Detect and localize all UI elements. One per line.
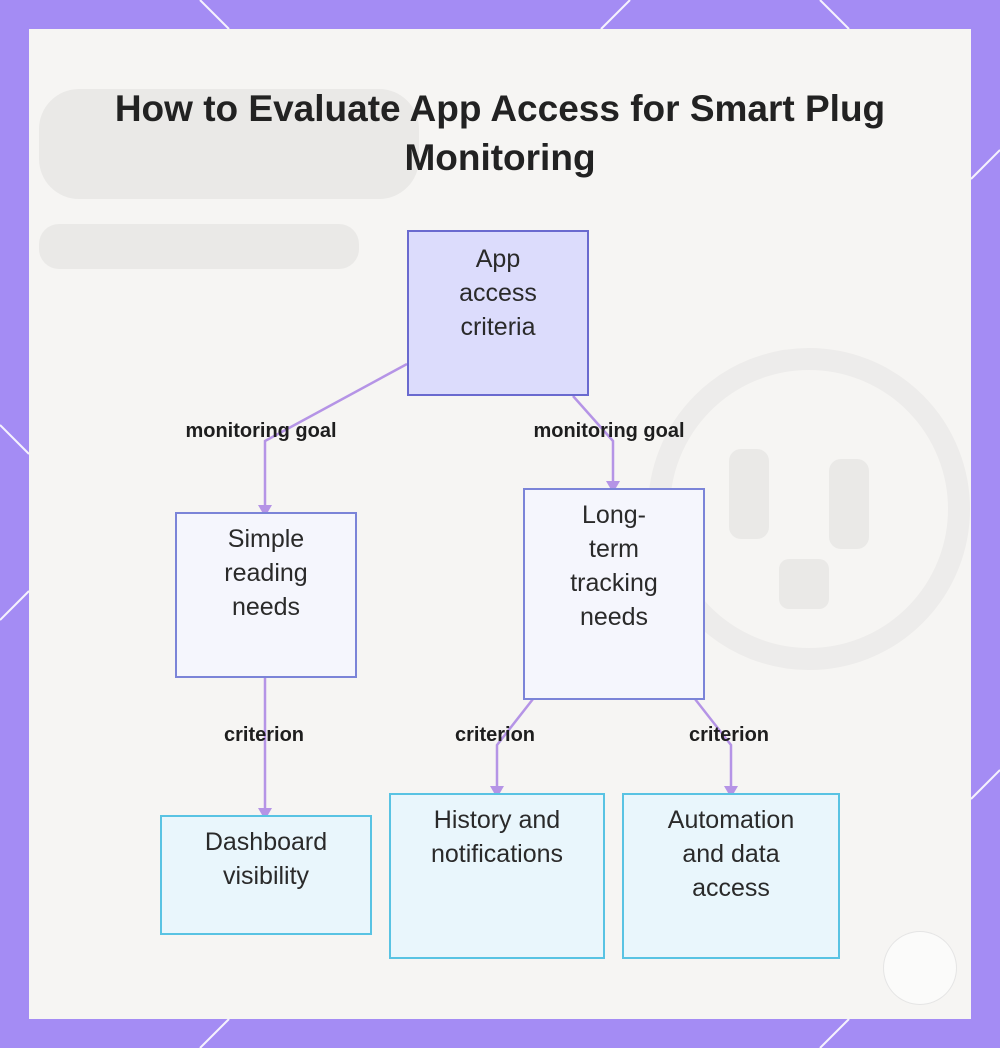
node-label: App access criteria [459, 245, 537, 341]
edge-label-monitoring-goal-left: monitoring goal [185, 420, 337, 442]
node-label: Automation and data access [667, 806, 795, 902]
diagram-card [29, 29, 971, 1019]
node-label: Simple reading needs [224, 525, 308, 621]
edge-label-criterion-dashboard: criterion [223, 724, 305, 746]
diagram-title: How to Evaluate App Access for Smart Plug Monitoring [114, 88, 886, 178]
node-history-and-notifications [389, 793, 605, 959]
node-label: History and notifications [430, 806, 564, 868]
node-long-term-tracking-needs [523, 488, 705, 700]
node-label: Long-term tracking needs [570, 501, 658, 631]
edge-label-criterion-history: criterion [454, 724, 536, 746]
node-dashboard-visibility [160, 815, 372, 935]
edge-label-criterion-automation: criterion [688, 724, 770, 746]
edge-label-monitoring-goal-right: monitoring goal [533, 420, 685, 442]
node-app-access-criteria [407, 230, 589, 396]
node-simple-reading-needs [175, 512, 357, 678]
node-label: Dashboard visibility [204, 828, 328, 890]
watermark-badge [883, 931, 957, 1005]
node-automation-and-data-access [622, 793, 840, 959]
